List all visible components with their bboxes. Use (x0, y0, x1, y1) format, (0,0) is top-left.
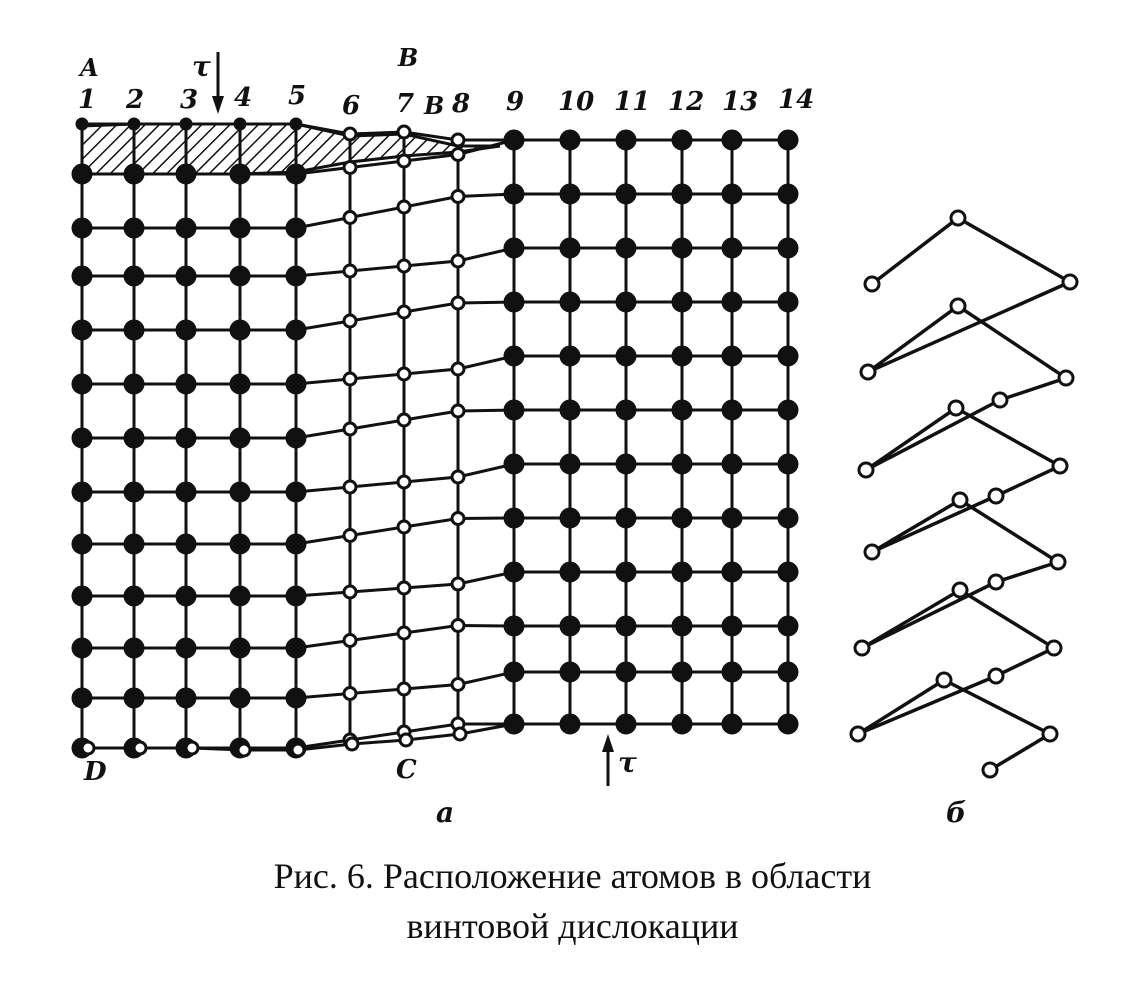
atom-open (398, 627, 410, 639)
atom-filled (561, 617, 579, 635)
atom-open (398, 683, 410, 695)
column-number-5: 5 (288, 81, 307, 111)
atom-filled (125, 267, 143, 285)
column-number-8: 8 (452, 89, 471, 119)
atom-filled (505, 509, 523, 527)
atom-open (398, 521, 410, 533)
atom-filled (617, 239, 635, 257)
atom-filled (561, 715, 579, 733)
column-number-14: 14 (778, 85, 815, 115)
figure-caption-line-1: Рис. 6. Расположение атомов в области (273, 856, 872, 896)
atom-open (344, 530, 356, 542)
atom-filled (779, 185, 797, 203)
atom-filled (73, 267, 91, 285)
atom-filled (561, 239, 579, 257)
atom-open (344, 688, 356, 700)
atom-filled (779, 617, 797, 635)
atom-filled (723, 185, 741, 203)
column-number-13: 13 (722, 87, 759, 117)
atom-filled (673, 509, 691, 527)
atom-open (344, 423, 356, 435)
atom-open (452, 255, 464, 267)
column-number-1: 1 (78, 85, 97, 115)
helix-atom (989, 575, 1003, 589)
atom-open (398, 476, 410, 488)
helix-atom (851, 727, 865, 741)
atom-bottom-row (82, 742, 94, 754)
atom-filled (723, 455, 741, 473)
atom-top-row (344, 128, 356, 140)
atom-open (452, 679, 464, 691)
atom-open (452, 620, 464, 632)
atom-filled (673, 715, 691, 733)
atom-filled (125, 689, 143, 707)
atom-filled (125, 375, 143, 393)
atom-bottom-row (346, 738, 358, 750)
atom-open (344, 586, 356, 598)
atom-filled (617, 715, 635, 733)
helix-atom (1047, 641, 1061, 655)
stress-label-bottom: τ (618, 746, 637, 779)
atom-filled (723, 617, 741, 635)
atom-filled (73, 689, 91, 707)
atom-filled (125, 219, 143, 237)
atom-filled (177, 165, 195, 183)
atom-open (452, 578, 464, 590)
atom-filled (231, 689, 249, 707)
atom-bottom-row (134, 742, 146, 754)
atom-filled (561, 131, 579, 149)
atom-filled (779, 347, 797, 365)
helix-atom (949, 401, 963, 415)
atom-open (398, 155, 410, 167)
atom-top-row (129, 119, 139, 129)
atom-filled (779, 509, 797, 527)
atom-top-row (452, 134, 464, 146)
atom-open (398, 260, 410, 272)
atom-filled (617, 663, 635, 681)
column-number-7: 7 (396, 89, 415, 119)
atom-filled (617, 401, 635, 419)
atom-open (452, 363, 464, 375)
atom-filled (673, 401, 691, 419)
atom-filled (561, 455, 579, 473)
atom-filled (723, 293, 741, 311)
atom-filled (231, 587, 249, 605)
atom-filled (73, 375, 91, 393)
helix-atom (1053, 459, 1067, 473)
atom-open (398, 201, 410, 213)
atom-filled (779, 401, 797, 419)
atom-filled (561, 509, 579, 527)
atom-filled (287, 639, 305, 657)
stress-label-top: τ (192, 50, 211, 83)
atom-open (344, 481, 356, 493)
atom-filled (505, 239, 523, 257)
helix-atom (865, 277, 879, 291)
atom-filled (561, 185, 579, 203)
atom-top-row (291, 119, 301, 129)
atom-open (398, 414, 410, 426)
atom-open (344, 212, 356, 224)
column-number-labels (78, 81, 814, 121)
helix-atom (951, 299, 965, 313)
atom-filled (673, 185, 691, 203)
column-number-9: 9 (506, 87, 525, 117)
atom-filled (617, 131, 635, 149)
atom-filled (617, 563, 635, 581)
atom-filled (231, 639, 249, 657)
corner-label-a: A (80, 53, 99, 82)
atom-filled (125, 483, 143, 501)
atom-open (398, 582, 410, 594)
atom-filled (177, 321, 195, 339)
atom-bottom-row (454, 728, 466, 740)
atom-filled (673, 131, 691, 149)
atom-filled (505, 455, 523, 473)
atom-filled (73, 483, 91, 501)
column-number-3: 3 (180, 85, 199, 115)
atom-filled (287, 689, 305, 707)
helix-atom (855, 641, 869, 655)
atom-filled (287, 429, 305, 447)
helix-atom (859, 463, 873, 477)
atom-filled (287, 483, 305, 501)
column-number-12: 12 (668, 87, 705, 117)
atom-filled (723, 347, 741, 365)
corner-label-d: D (84, 757, 107, 787)
atom-bottom-row (400, 734, 412, 746)
atom-bottom-row (186, 742, 198, 754)
atom-filled (673, 293, 691, 311)
atom-open (344, 162, 356, 174)
atom-filled (125, 321, 143, 339)
atom-filled (231, 219, 249, 237)
atom-filled (561, 401, 579, 419)
atom-top-row (181, 119, 191, 129)
atom-filled (231, 483, 249, 501)
atom-bottom-row (238, 744, 250, 756)
atom-filled (673, 239, 691, 257)
atom-filled (779, 293, 797, 311)
atom-filled (673, 617, 691, 635)
atom-filled (779, 663, 797, 681)
atom-filled (617, 185, 635, 203)
atom-filled (73, 321, 91, 339)
column-number-11: 11 (614, 87, 651, 117)
column-number-2: 2 (126, 85, 145, 115)
helix-atom (861, 365, 875, 379)
atom-lattice-diagram-a (73, 119, 797, 757)
atom-filled (177, 375, 195, 393)
atom-filled (287, 535, 305, 553)
column-number-6: 6 (342, 91, 361, 121)
atom-filled (231, 535, 249, 553)
atom-open (452, 297, 464, 309)
atom-open (452, 405, 464, 417)
atom-filled (673, 563, 691, 581)
atom-filled (505, 293, 523, 311)
atom-open (452, 513, 464, 525)
column-number-10: 10 (558, 87, 595, 117)
atom-open (344, 265, 356, 277)
atom-filled (561, 293, 579, 311)
stress-arrow-bottom (602, 734, 637, 786)
atom-filled (505, 401, 523, 419)
atom-filled (231, 375, 249, 393)
atom-filled (231, 321, 249, 339)
atom-filled (177, 587, 195, 605)
atom-filled (617, 455, 635, 473)
atom-open (344, 373, 356, 385)
atom-filled (177, 483, 195, 501)
helix-atom (989, 669, 1003, 683)
atom-top-row (77, 119, 87, 129)
helix-atom (1059, 371, 1073, 385)
atom-filled (231, 429, 249, 447)
atom-open (344, 315, 356, 327)
atom-filled (505, 185, 523, 203)
atom-filled (779, 455, 797, 473)
atom-filled (617, 347, 635, 365)
atom-filled (505, 715, 523, 733)
atom-open (344, 635, 356, 647)
atom-filled (617, 293, 635, 311)
atom-filled (125, 535, 143, 553)
atom-filled (617, 509, 635, 527)
atom-filled (287, 267, 305, 285)
atom-bottom-row (292, 744, 304, 756)
atom-top-row (235, 119, 245, 129)
atom-filled (561, 563, 579, 581)
atom-filled (177, 219, 195, 237)
atom-filled (723, 715, 741, 733)
lattice-column-line (458, 140, 460, 734)
helix-atom (865, 545, 879, 559)
atom-filled (723, 131, 741, 149)
atom-filled (723, 239, 741, 257)
atom-filled (505, 347, 523, 365)
atom-filled (177, 267, 195, 285)
atom-filled (561, 663, 579, 681)
atom-filled (125, 587, 143, 605)
lattice-column-line (404, 132, 406, 740)
atom-filled (73, 639, 91, 657)
screw-helix-diagram-b (851, 211, 1077, 777)
atom-filled (73, 165, 91, 183)
corner-label-c: C (396, 755, 417, 785)
helix-atom (1063, 275, 1077, 289)
atom-filled (231, 267, 249, 285)
atom-filled (73, 219, 91, 237)
atom-filled (561, 347, 579, 365)
lattice-column-line (350, 134, 352, 744)
atom-filled (673, 455, 691, 473)
atom-filled (673, 663, 691, 681)
atom-filled (505, 663, 523, 681)
atom-filled (177, 639, 195, 657)
atom-filled (287, 165, 305, 183)
helix-atom (953, 583, 967, 597)
atom-filled (125, 639, 143, 657)
atom-filled (73, 535, 91, 553)
corner-label-b-mid: B (424, 91, 445, 120)
atom-filled (125, 165, 143, 183)
atom-filled (505, 131, 523, 149)
atom-filled (723, 509, 741, 527)
atom-top-row (398, 126, 410, 138)
atom-open (398, 368, 410, 380)
atom-filled (617, 617, 635, 635)
corner-label-b-top: B (398, 43, 419, 72)
atom-filled (673, 347, 691, 365)
atom-filled (177, 429, 195, 447)
helix-atom (951, 211, 965, 225)
helix-atom (983, 763, 997, 777)
atom-filled (231, 165, 249, 183)
helix-atom (953, 493, 967, 507)
atom-open (452, 191, 464, 203)
atom-filled (73, 587, 91, 605)
atom-filled (779, 563, 797, 581)
atom-filled (287, 587, 305, 605)
atom-filled (125, 429, 143, 447)
atom-filled (287, 219, 305, 237)
atom-open (452, 149, 464, 161)
atom-filled (723, 663, 741, 681)
helix-atom (937, 673, 951, 687)
atom-filled (723, 563, 741, 581)
atom-filled (287, 375, 305, 393)
atom-filled (287, 321, 305, 339)
atom-open (398, 306, 410, 318)
figure-caption-line-2: винтовой дислокации (406, 906, 739, 946)
atom-filled (505, 563, 523, 581)
atom-filled (177, 689, 195, 707)
atom-filled (779, 239, 797, 257)
atom-filled (73, 429, 91, 447)
atom-filled (177, 535, 195, 553)
atom-filled (723, 401, 741, 419)
atom-filled (505, 617, 523, 635)
atom-filled (779, 131, 797, 149)
atom-filled (779, 715, 797, 733)
column-number-4: 4 (234, 83, 253, 113)
helix-atom (1043, 727, 1057, 741)
helix-atom (993, 393, 1007, 407)
part-label-a: а (436, 796, 455, 829)
helix-atom (1051, 555, 1065, 569)
part-label-b: б (946, 796, 967, 829)
helix-atom (989, 489, 1003, 503)
atom-open (452, 471, 464, 483)
